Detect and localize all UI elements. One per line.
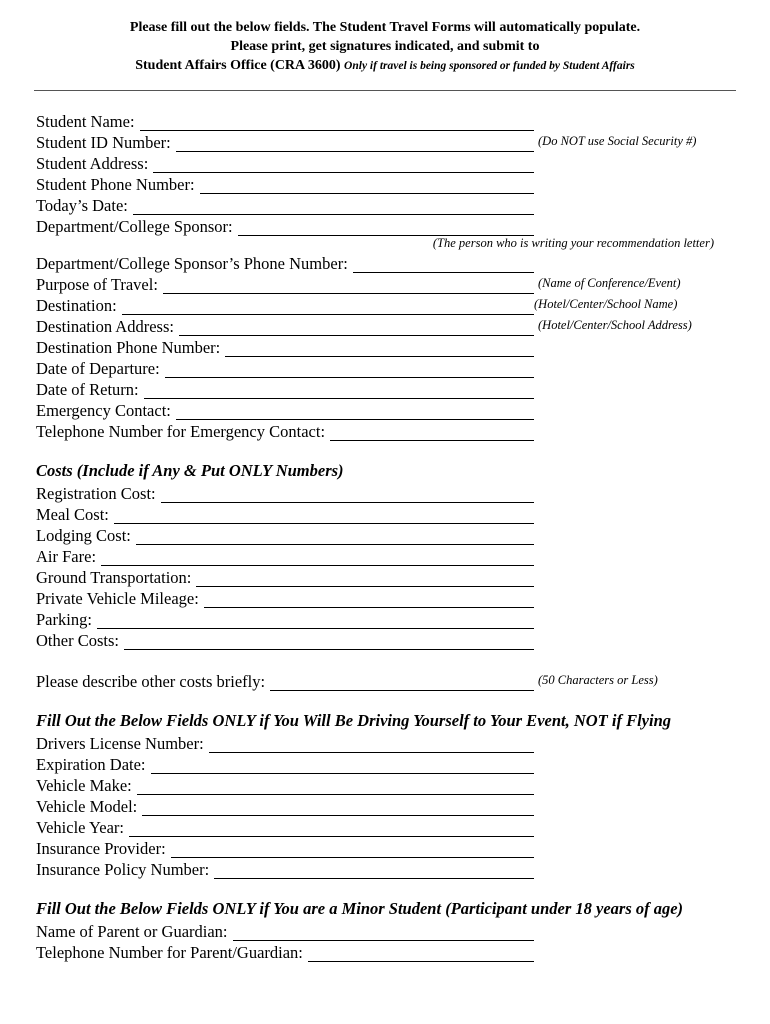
destination-row	[36, 294, 534, 315]
parking-label: Parking:	[36, 610, 92, 629]
vehicle-mileage-label: Private Vehicle Mileage:	[36, 589, 199, 608]
student-address-label: Student Address:	[36, 154, 149, 173]
parent-phone-field[interactable]	[308, 946, 534, 962]
dept-sponsor-hint: (The person who is writing your recommendation letter)	[432, 236, 714, 250]
meal-cost-label: Meal Cost:	[36, 505, 109, 524]
describe-costs-field[interactable]	[270, 675, 534, 691]
parent-name-row	[36, 920, 534, 941]
emergency-phone-row	[36, 420, 534, 441]
header-line-2: Please print, get signatures indicated, and submit to	[230, 39, 540, 54]
dept-sponsor-field[interactable]	[238, 220, 534, 236]
dept-sponsor-phone-label: Department/College Sponsor’s Phone Number:	[36, 254, 348, 273]
return-field[interactable]	[144, 383, 534, 399]
student-id-field[interactable]	[176, 136, 534, 152]
student-phone-row	[36, 173, 534, 194]
lodging-cost-label: Lodging Cost:	[36, 526, 131, 545]
header-note: Only if travel is being sponsored or funded by Student Affairs	[344, 60, 635, 72]
parent-name-field[interactable]	[233, 925, 534, 941]
vehicle-make-label: Vehicle Make:	[36, 776, 132, 795]
license-label: Drivers License Number:	[36, 734, 204, 753]
form-header	[0, 18, 770, 76]
emergency-phone-field[interactable]	[330, 425, 534, 441]
parent-name-label: Name of Parent or Guardian:	[36, 922, 228, 941]
vehicle-make-row	[36, 774, 534, 795]
student-phone-label: Student Phone Number:	[36, 175, 195, 194]
license-row	[36, 732, 534, 753]
other-costs-label: Other Costs:	[36, 631, 119, 650]
emergency-contact-field[interactable]	[176, 404, 534, 420]
meal-cost-field[interactable]	[114, 508, 534, 524]
destination-address-row	[36, 315, 534, 336]
purpose-hint: (Name of Conference/Event)	[538, 276, 681, 290]
emergency-phone-label: Telephone Number for Emergency Contact:	[36, 422, 326, 441]
insurance-provider-label: Insurance Provider:	[36, 839, 166, 858]
vehicle-mileage-field[interactable]	[204, 592, 534, 608]
student-name-label: Student Name:	[36, 112, 135, 131]
vehicle-model-label: Vehicle Model:	[36, 797, 138, 816]
dept-sponsor-label: Department/College Sponsor:	[36, 217, 233, 236]
parking-row	[36, 608, 534, 629]
vehicle-model-row	[36, 795, 534, 816]
destination-address-field[interactable]	[179, 320, 534, 336]
insurance-policy-field[interactable]	[214, 863, 534, 879]
expiration-label: Expiration Date:	[36, 755, 146, 774]
parent-phone-row	[36, 941, 534, 962]
other-costs-field[interactable]	[124, 634, 534, 650]
meal-cost-row	[36, 503, 534, 524]
todays-date-label: Today’s Date:	[36, 196, 128, 215]
destination-hint: (Hotel/Center/School Name)	[534, 297, 678, 311]
expiration-field[interactable]	[151, 758, 534, 774]
student-address-row	[36, 152, 534, 173]
vehicle-make-field[interactable]	[137, 779, 534, 795]
describe-costs-hint: (50 Characters or Less)	[538, 673, 658, 687]
vehicle-model-field[interactable]	[142, 800, 534, 816]
todays-date-row	[36, 194, 534, 215]
expiration-row	[36, 753, 534, 774]
purpose-row	[36, 273, 534, 294]
driving-heading: Fill Out the Below Fields ONLY if You Will Be Driving Yourself to Your Event, NOT if Flying	[36, 711, 672, 730]
dept-sponsor-phone-field[interactable]	[353, 257, 534, 273]
air-fare-row	[36, 545, 534, 566]
header-divider	[34, 90, 736, 91]
student-id-row	[36, 131, 534, 152]
destination-label: Destination:	[36, 296, 117, 315]
registration-cost-label: Registration Cost:	[36, 484, 156, 503]
parent-phone-label: Telephone Number for Parent/Guardian:	[36, 943, 303, 962]
student-address-field[interactable]	[153, 157, 534, 173]
vehicle-year-row	[36, 816, 534, 837]
ground-transport-label: Ground Transportation:	[36, 568, 192, 587]
emergency-contact-label: Emergency Contact:	[36, 401, 171, 420]
header-line-3	[0, 56, 770, 76]
vehicle-year-field[interactable]	[129, 821, 534, 837]
departure-label: Date of Departure:	[36, 359, 160, 378]
departure-field[interactable]	[165, 362, 534, 378]
return-row	[36, 378, 534, 399]
registration-cost-field[interactable]	[161, 487, 534, 503]
destination-address-label: Destination Address:	[36, 317, 174, 336]
insurance-provider-row	[36, 837, 534, 858]
header-line-1: Please fill out the below fields. The Student Travel Forms will automatically populate.	[129, 20, 641, 35]
vehicle-year-label: Vehicle Year:	[36, 818, 124, 837]
header-office: Student Affairs Office (CRA 3600)	[135, 58, 341, 73]
describe-costs-row	[36, 670, 534, 691]
departure-row	[36, 357, 534, 378]
ground-transport-field[interactable]	[196, 571, 534, 587]
insurance-policy-row	[36, 858, 534, 879]
air-fare-label: Air Fare:	[36, 547, 97, 566]
registration-cost-row	[36, 482, 534, 503]
license-field[interactable]	[209, 737, 534, 753]
emergency-contact-row	[36, 399, 534, 420]
destination-field[interactable]	[122, 299, 534, 315]
student-name-row	[36, 110, 534, 131]
lodging-cost-field[interactable]	[136, 529, 534, 545]
student-id-hint: (Do NOT use Social Security #)	[538, 134, 697, 148]
lodging-cost-row	[36, 524, 534, 545]
dept-sponsor-phone-row	[36, 252, 534, 273]
insurance-provider-field[interactable]	[171, 842, 534, 858]
other-costs-row	[36, 629, 534, 650]
destination-address-hint: (Hotel/Center/School Address)	[538, 318, 692, 332]
destination-phone-row	[36, 336, 534, 357]
costs-heading: Costs (Include if Any & Put ONLY Numbers)	[36, 461, 344, 480]
dept-sponsor-row	[36, 215, 534, 236]
student-name-field[interactable]	[140, 115, 534, 131]
vehicle-mileage-row	[36, 587, 534, 608]
parking-field[interactable]	[97, 613, 534, 629]
student-phone-field[interactable]	[200, 178, 534, 194]
destination-phone-label: Destination Phone Number:	[36, 338, 221, 357]
insurance-policy-label: Insurance Policy Number:	[36, 860, 210, 879]
air-fare-field[interactable]	[101, 550, 534, 566]
ground-transport-row	[36, 566, 534, 587]
destination-phone-field[interactable]	[225, 341, 534, 357]
return-label: Date of Return:	[36, 380, 139, 399]
purpose-label: Purpose of Travel:	[36, 275, 158, 294]
todays-date-field[interactable]	[133, 199, 534, 215]
purpose-field[interactable]	[163, 278, 534, 294]
minor-heading: Fill Out the Below Fields ONLY if You are a Minor Student (Participant under 18 years of age)	[36, 899, 684, 918]
student-id-label: Student ID Number:	[36, 133, 171, 152]
describe-costs-label: Please describe other costs briefly:	[36, 672, 266, 691]
